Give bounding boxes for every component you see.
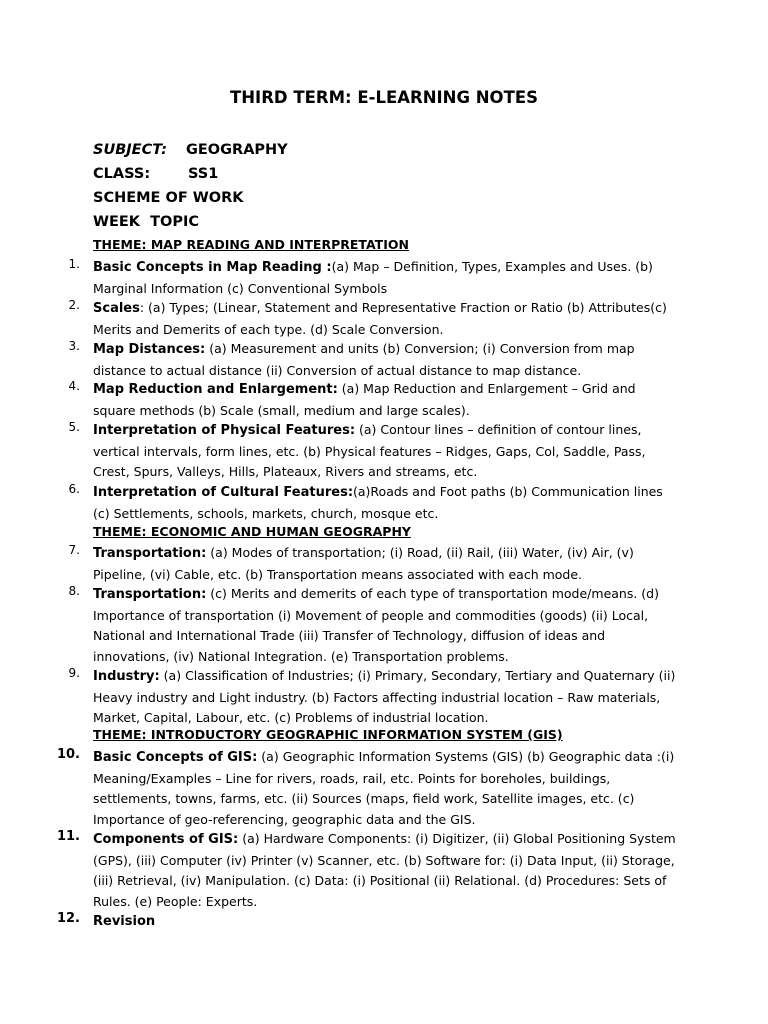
item-text: : (a) Types; (Linear, Statement and Representative Fraction or Ratio (b) Attributes(c) Merits and Demerits of each type. (d) Scale Conversion. <box>93 300 667 337</box>
class-label: CLASS: <box>93 166 151 182</box>
scheme-heading: SCHEME OF WORK <box>93 190 244 206</box>
item-heading: Interpretation of Physical Features: <box>93 423 356 438</box>
item-number: 3. <box>68 339 80 353</box>
theme-heading: THEME: INTRODUCTORY GEOGRAPHIC INFORMATION SYSTEM (GIS) <box>93 727 563 742</box>
item-number: 4. <box>68 379 80 393</box>
item-number: 5. <box>68 420 80 434</box>
item-heading: Map Distances: <box>93 342 206 357</box>
item-number: 12. <box>56 911 80 926</box>
item-text: (a) Measurement and units (b) Conversion; (i) Conversion from map distance to actual distance (ii) Conversion of actual distance to map distance. <box>93 341 635 378</box>
item-text: (a)Roads and Foot paths (b) Communication lines (c) Settlements, schools, markets, church, mosque etc. <box>93 484 663 521</box>
item-text: (c) Merits and demerits of each type of transportation mode/means. (d) Importance of transportation (i) Movement of people and commodities (goods) (ii) Local, National and International Trade (iii) Transfer of Technology, diffusion of ideas and innovations, (iv) National Integration. (e) Transportation problems. <box>93 586 659 664</box>
item-number: 11. <box>56 829 80 844</box>
item-heading: Map Reduction and Enlargement: <box>93 382 338 397</box>
item-heading: Transportation: <box>93 587 207 602</box>
item-text: (a) Modes of transportation; (i) Road, (ii) Rail, (iii) Water, (iv) Air, (v) Pipeline, (vi) Cable, etc. (b) Transportation means associated with each mode. <box>93 545 634 582</box>
theme-heading: THEME: MAP READING AND INTERPRETATION <box>93 237 409 252</box>
subject-label: SUBJECT: <box>93 142 168 158</box>
item-heading: Interpretation of Cultural Features: <box>93 485 354 500</box>
item-number: 1. <box>68 257 80 271</box>
item-number: 6. <box>68 482 80 496</box>
item-number: 2. <box>68 298 80 312</box>
class-value: SS1 <box>188 166 219 182</box>
item-heading: Components of GIS: <box>93 832 239 847</box>
subject-value: GEOGRAPHY <box>186 142 288 158</box>
item-text: (a) Geographic Information Systems (GIS) (b) Geographic data :(i) Meaning/Examples – Line for rivers, roads, rail, etc. Points for boreholes, buildings, settlements, towns, farms, etc. (ii) Sources (maps, field work, Satellite images, etc. (c) Importance of geo-referencing, geographic data and the GIS. <box>93 749 675 827</box>
item-text: (a) Classification of Industries; (i) Primary, Secondary, Tertiary and Quaternary (ii) Heavy industry and Light industry. (b) Factors affecting industrial location – Raw materials, Market, Capital, Labour, etc. (c) Problems of industrial location. <box>93 668 676 725</box>
item-heading: Revision <box>93 914 156 929</box>
item-text: (a) Map – Definition, Types, Examples and Uses. (b) Marginal Information (c) Conventional Symbols <box>93 259 653 296</box>
item-number: 8. <box>68 584 80 598</box>
subject-row <box>93 142 288 158</box>
item-heading: Basic Concepts of GIS: <box>93 750 258 765</box>
item-text: (a) Hardware Components: (i) Digitizer, (ii) Global Positioning System (GPS), (iii) Computer (iv) Printer (v) Scanner, etc. (b) Software for: (i) Data Input, (ii) Storage, (iii) Retrieval, (iv) Manipulation. (c) Data: (i) Positional (ii) Relational. (d) Procedures: Sets of Rules. (e) People: Experts. <box>93 831 676 909</box>
item-heading: Scales <box>93 301 140 316</box>
theme-heading: THEME: ECONOMIC AND HUMAN GEOGRAPHY <box>93 524 411 539</box>
item-heading: Basic Concepts in Map Reading : <box>93 260 332 275</box>
item-number: 9. <box>68 666 80 680</box>
item-number: 10. <box>56 747 80 762</box>
week-topic-heading: WEEK TOPIC <box>93 214 200 230</box>
item-number: 7. <box>68 543 80 557</box>
item-text: (a) Map Reduction and Enlargement – Grid and square methods (b) Scale (small, medium and large scales). <box>93 381 636 418</box>
item-text: (a) Contour lines – definition of contour lines, vertical intervals, form lines, etc. (b) Physical features – Ridges, Gaps, Col, Saddle, Pass, Crest, Spurs, Valleys, Hills, Plateaux, Rivers and streams, etc. <box>93 422 646 479</box>
item-heading: Industry: <box>93 669 160 684</box>
page-title: THIRD TERM: E-LEARNING NOTES <box>229 88 538 107</box>
class-row <box>93 166 219 182</box>
item-heading: Transportation: <box>93 546 207 561</box>
